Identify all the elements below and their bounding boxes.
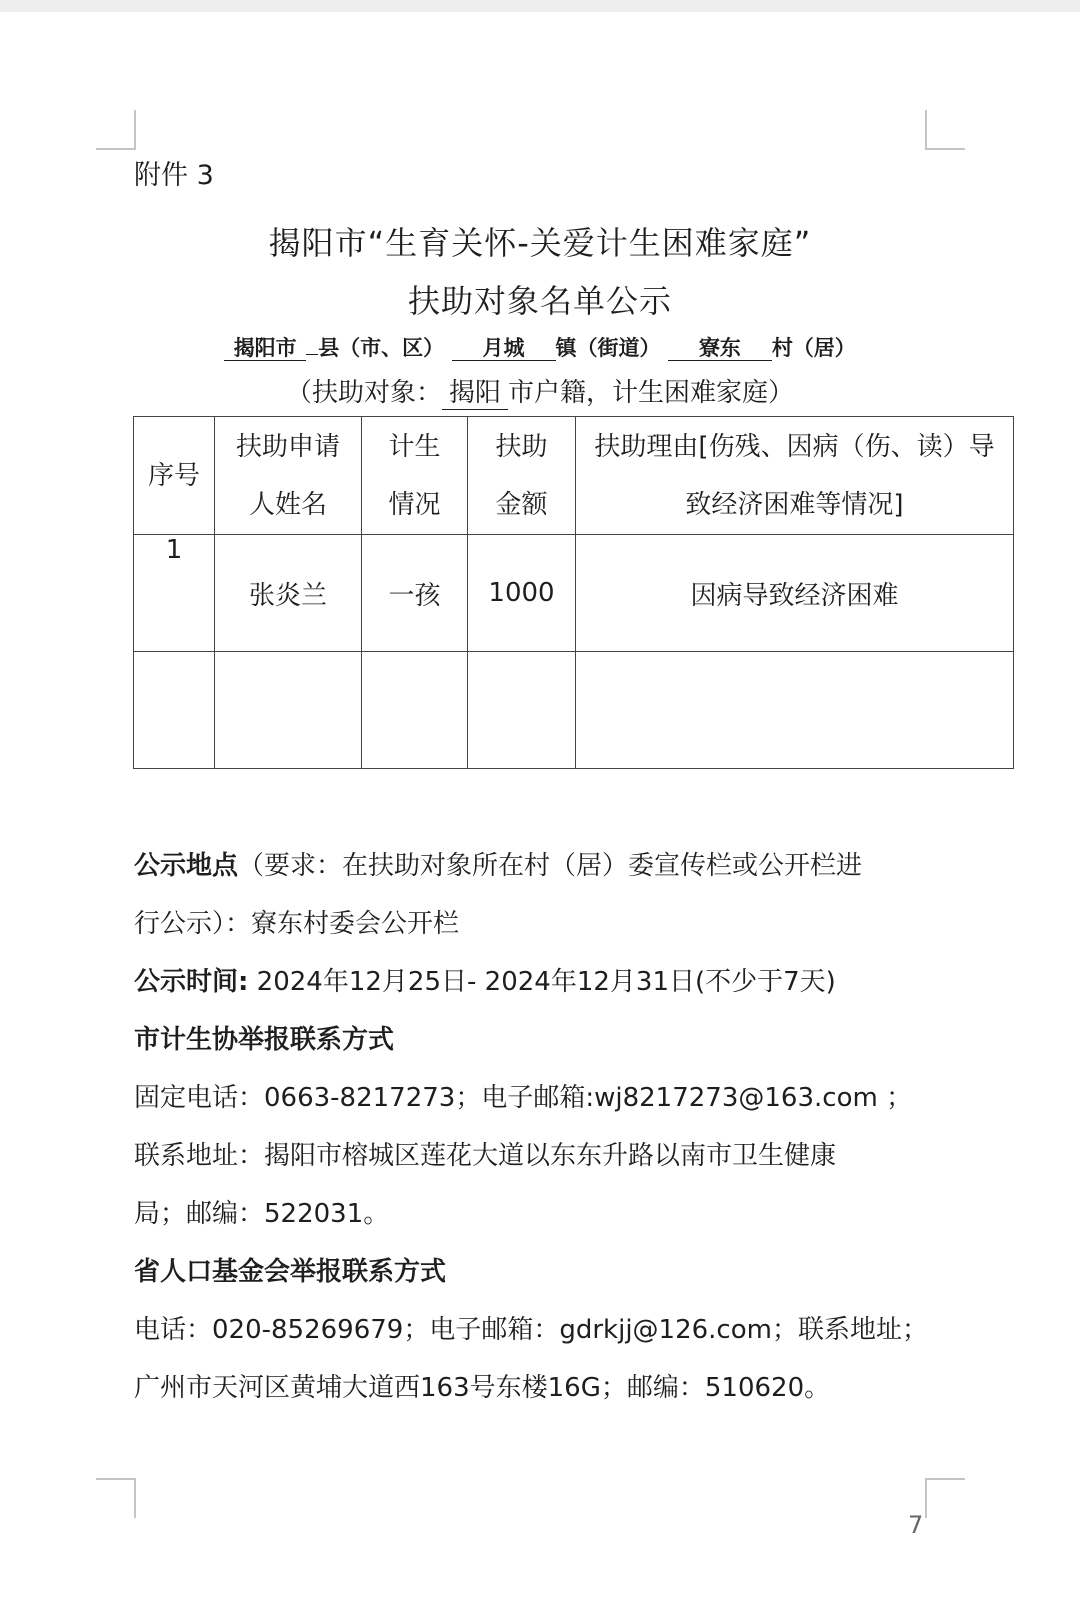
viewer-top-strip [0, 0, 1080, 12]
notice-time-line [134, 961, 836, 998]
city-field: 揭阳市 [224, 336, 306, 361]
crop-mark-top-right [925, 110, 965, 150]
page-number: 7 [908, 1511, 924, 1539]
notice-place-label: 公示地点 [134, 851, 239, 881]
cell-seq [134, 652, 215, 769]
province-report-heading: 省人口基金会举报联系方式 [134, 1257, 447, 1287]
title-line-2: 扶助对象名单公示 [407, 282, 672, 320]
title-line-1: 揭阳市“生育关怀-关爱计生困难家庭” [268, 224, 812, 262]
table-header-row [134, 417, 1014, 535]
aid-object-line [0, 372, 1080, 410]
cell-amount [468, 652, 576, 769]
city-report-heading: 市计生协举报联系方式 [134, 1025, 395, 1055]
crop-mark-bottom-right [925, 1478, 965, 1518]
cell-family-planning [362, 652, 468, 769]
cell-name: 张炎兰 [215, 535, 362, 652]
city-report-phone-email: 固定电话：0663-8217273；电子邮箱:wj8217273@163.com ； [134, 1083, 913, 1113]
notice-place-requirement: （要求：在扶助对象所在村（居）委宣传栏或公开栏进 [238, 851, 863, 881]
header-family-planning: 计生 情况 [362, 417, 468, 535]
notice-time-value: 2024年12月25日- 2024年12月31日(不少于7天) [248, 967, 836, 997]
header-seq: 序号 [134, 417, 215, 535]
village-field: 寮东 [668, 336, 772, 361]
town-field: 月城 [452, 336, 556, 361]
header-reason: 扶助理由[伤残、因病（伤、读）导 致经济困难等情况] [576, 417, 1014, 535]
recipient-table [133, 416, 1014, 769]
header-amount: 扶助 金额 [468, 417, 576, 535]
province-report-line-2: 广州市天河区黄埔大道西163号东楼16G；邮编：510620。 [134, 1373, 831, 1403]
notice-place-line-1 [134, 845, 862, 882]
city-report-address-line-1: 联系地址：揭阳市榕城区莲花大道以东东升路以南市卫生健康 [134, 1141, 837, 1171]
town-suffix: 镇（街道） [555, 336, 661, 360]
province-report-line-1: 电话：020-85269679；电子邮箱：gdrkjj@126.com；联系地址； [134, 1315, 928, 1345]
header-name: 扶助申请 人姓名 [215, 417, 362, 535]
cell-family-planning: 一孩 [362, 535, 468, 652]
attachment-label: 附件 3 [134, 160, 214, 191]
document-page [0, 12, 1080, 1609]
notice-time-label: 公示时间: [134, 967, 249, 997]
county-suffix: 县（市、区） [318, 336, 445, 360]
table-row [134, 652, 1014, 769]
aid-object-city: 揭阳 [442, 379, 508, 410]
cell-reason [576, 652, 1014, 769]
cell-name [215, 652, 362, 769]
aid-object-suffix: 市户籍，计生困难家庭） [508, 378, 795, 408]
crop-mark-top-left [96, 110, 136, 150]
city-report-address-line-2: 局；邮编：522031。 [134, 1199, 390, 1229]
location-line [0, 332, 1080, 362]
village-suffix: 村（居） [771, 336, 856, 360]
notice-place-line-2: 行公示）：寮东村委会公开栏 [134, 909, 460, 939]
cell-amount: 1000 [468, 535, 576, 652]
crop-mark-bottom-left [96, 1478, 136, 1518]
cell-seq: 1 [134, 535, 215, 652]
cell-reason: 因病导致经济困难 [576, 535, 1014, 652]
county-blank [306, 354, 318, 355]
table-row [134, 535, 1014, 652]
aid-object-prefix: （扶助对象： [285, 378, 442, 408]
